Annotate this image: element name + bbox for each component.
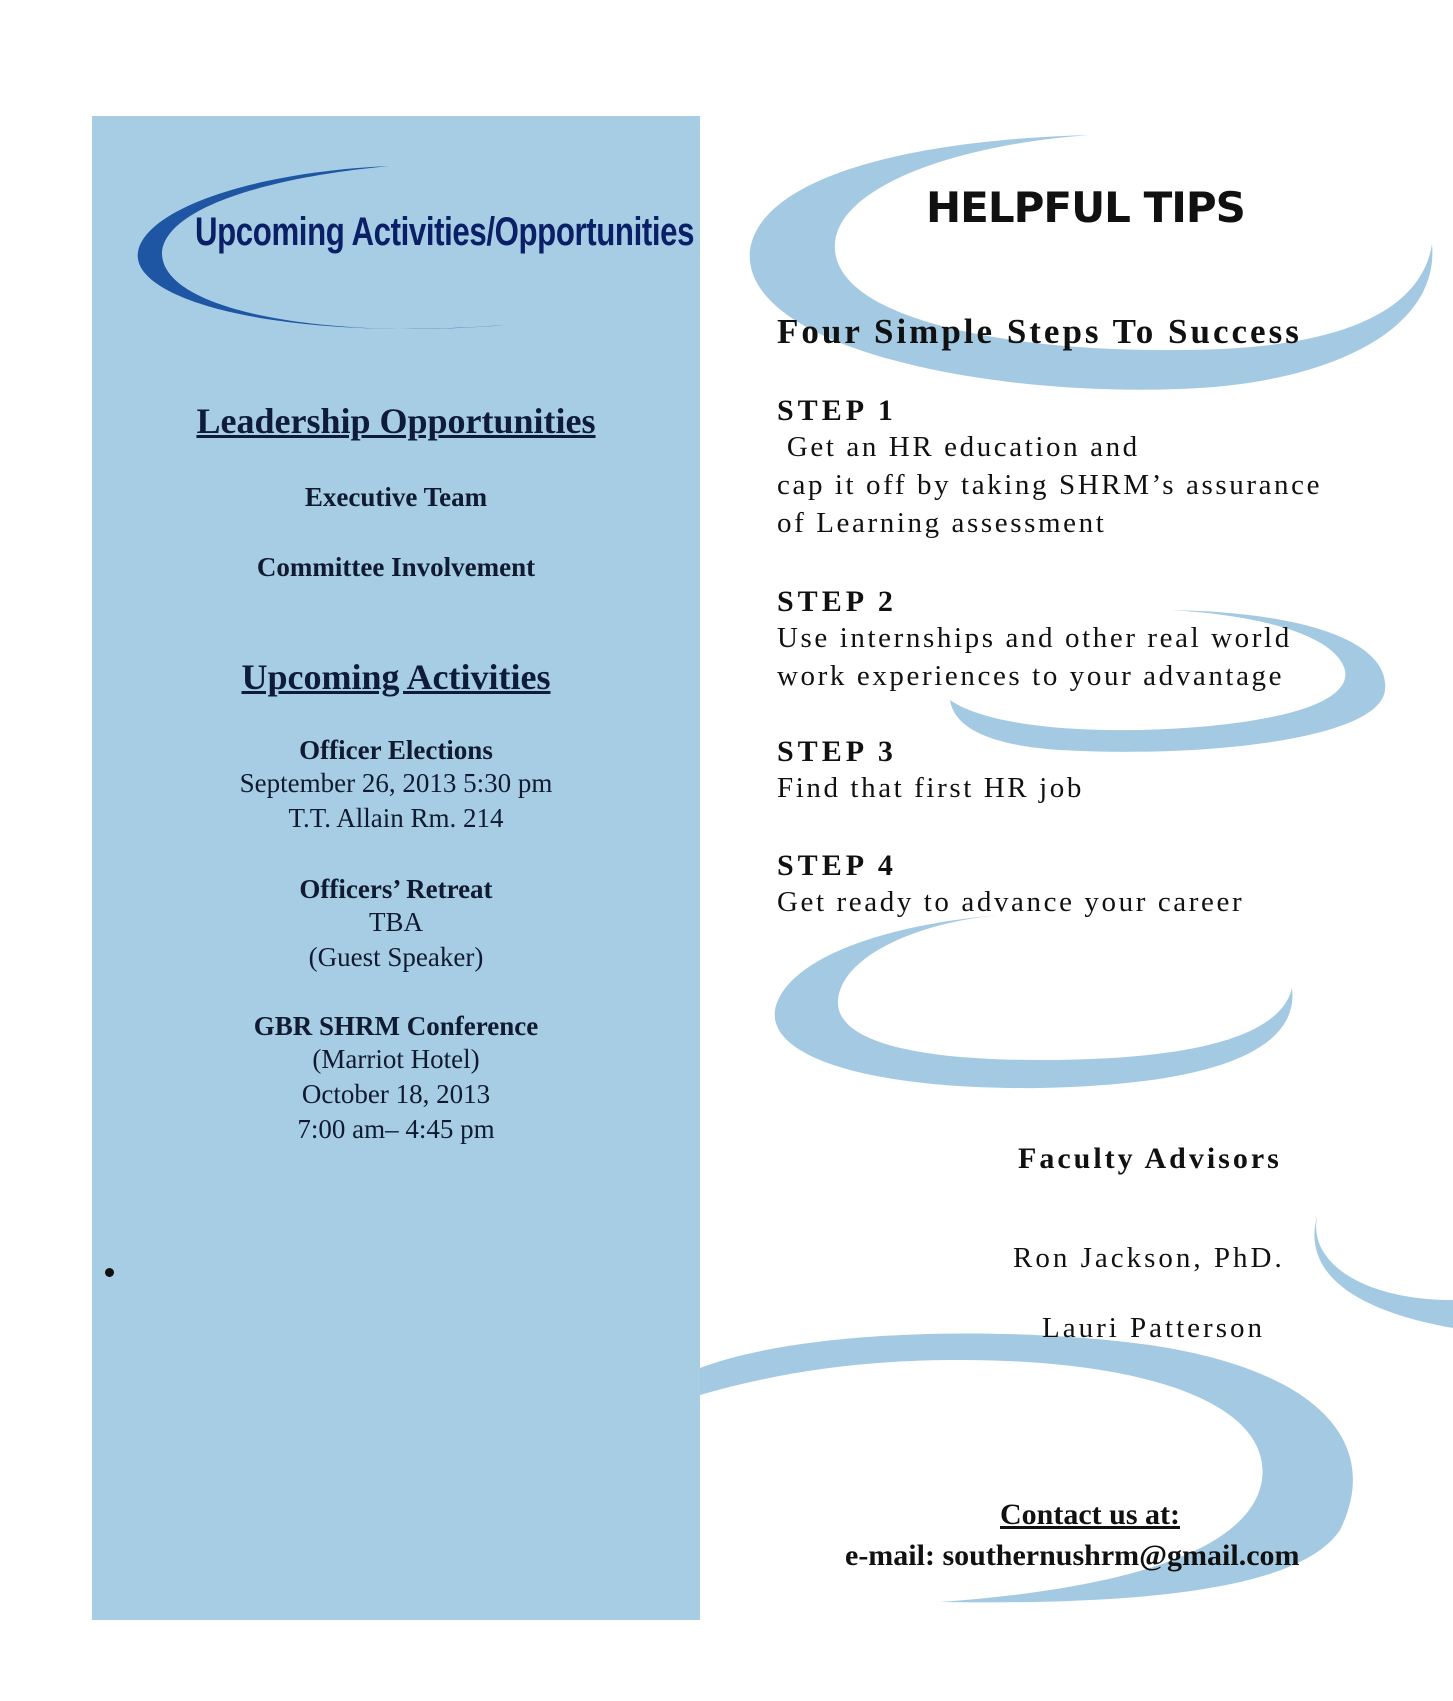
step-label: STEP 2 <box>777 585 897 618</box>
bullet-dot <box>105 1268 114 1277</box>
leadership-item-executive-team: Executive Team <box>304 482 488 512</box>
leadership-heading: Leadership Opportunities <box>196 401 596 441</box>
event-location: (Marriot Hotel) <box>312 1044 480 1074</box>
step-label: STEP 1 <box>777 394 897 427</box>
advisor-name: Ron Jackson, PhD. <box>1013 1242 1285 1274</box>
event-title: Officers’ Retreat <box>299 874 493 904</box>
faculty-advisors-heading: Faculty Advisors <box>1018 1142 1282 1175</box>
advisor-name: Lauri Patterson <box>1042 1312 1265 1344</box>
event-date: October 18, 2013 <box>301 1079 491 1109</box>
banner-title: Upcoming Activities/Opportunities <box>195 210 695 254</box>
event-note: (Guest Speaker) <box>308 942 484 972</box>
helpful-tips-title: HELPFUL TIPS <box>926 183 1245 232</box>
step-line: cap it off by taking SHRM’s assurance <box>777 469 1323 501</box>
contact-email[interactable]: e-mail: southernushrm@gmail.com <box>845 1539 1300 1572</box>
contact-heading: Contact us at: <box>1000 1498 1180 1531</box>
edge-swoosh <box>1314 1213 1453 1328</box>
step-line: Get an HR education and <box>777 431 1140 463</box>
step-1 <box>777 394 1322 542</box>
leadership-item-committee: Committee Involvement <box>256 552 536 582</box>
step-3 <box>777 735 1084 807</box>
step-line: Find that first HR job <box>777 772 1084 804</box>
event-date: TBA <box>369 907 423 937</box>
event-time: 7:00 am– 4:45 pm <box>297 1114 495 1144</box>
step-line: of Learning assessment <box>777 507 1107 539</box>
step-line: work experiences to your advantage <box>777 660 1285 692</box>
step4-swoosh <box>775 915 1293 1088</box>
event-officers-retreat <box>92 874 700 975</box>
event-officer-elections <box>92 735 700 836</box>
step-4 <box>777 849 1244 921</box>
step-line: Use internships and other real world <box>777 622 1292 654</box>
event-title: GBR SHRM Conference <box>253 1011 539 1041</box>
activities-heading: Upcoming Activities <box>241 657 551 697</box>
event-gbr-conference <box>92 1011 700 1147</box>
steps-subtitle: Four Simple Steps To Success <box>777 312 1302 351</box>
event-title: Officer Elections <box>299 735 493 765</box>
event-location: T.T. Allain Rm. 214 <box>288 803 504 833</box>
step-line: Get ready to advance your career <box>777 886 1245 918</box>
step-label: STEP 3 <box>777 735 897 768</box>
step-label: STEP 4 <box>777 849 897 882</box>
step-2 <box>777 585 1292 695</box>
event-date: September 26, 2013 5:30 pm <box>239 768 553 798</box>
